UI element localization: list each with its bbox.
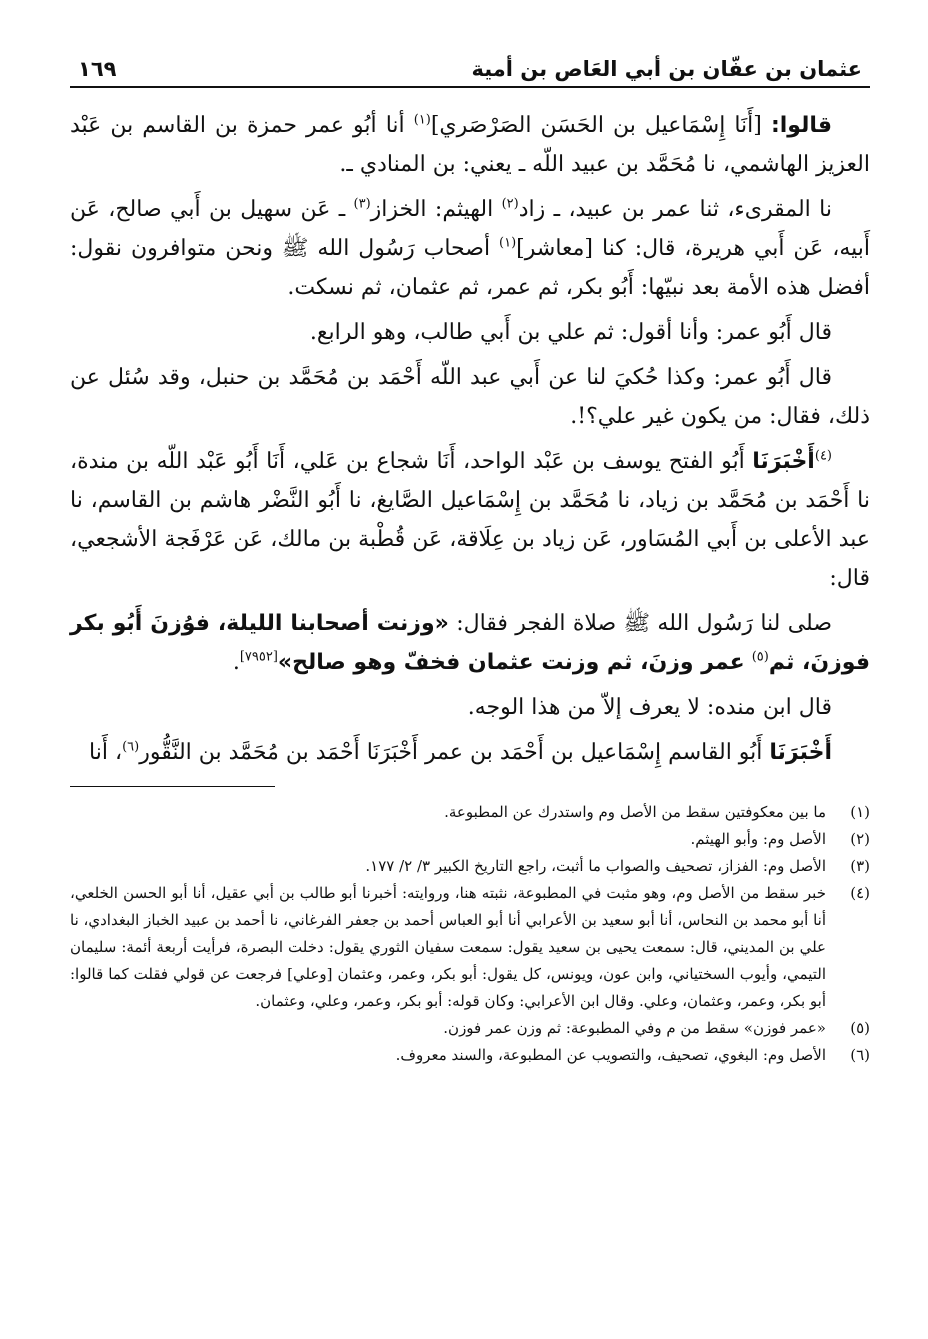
paragraph: قال ابن منده: لا يعرف إلاّ من هذا الوجه. (467, 695, 832, 720)
footnote-ref: (٦) (122, 739, 140, 755)
footnote: (٤) خبر سقط من الأصل وم، وهو مثبت في المطبوعة، نثبته هنا، وروايته: أخبرنا أبو طالب بن أبي عقيل، أنا أبو الحسن الخلعي، أنا أبو محمد بن النحاس، أنا أبو سعيد بن الأعرابي أنا أبو العباس أحمد بن جعفر الفرغاني، نا أحمد بن عبيد الخباز البغدادي، نا علي بن المديني، قال: سمعت يحيى بن سعيد يقول: سمعت سفيان الثوري يقول: دخلت البصرة، فرأيت أربعة أئمة: سليمان التيمي، وأيوب السختياني، وابن عون، ويونس، كل يقول: أبو بكر، وعمر، وعثمان [وعلي] فرجعت عن قولي فقلت كما قالوا: أبو بكر، وعمر، وعثمان، وعلي. وقال ابن الأعرابي: وكان قوله: أبو بكر، وعمر، وعلي، وعثمان. (70, 884, 870, 1010)
hadith-quote: «وزنت أصحابنا الليلة، فوُزنَ أَبُو بكر فوزنَ، ثم (70, 611, 870, 675)
footnote-ref: (١) (413, 112, 431, 128)
footnote: (٦) الأصل وم: البغوي، تصحيف، والتصويب عن المطبوعة، والسند معروف. (395, 1046, 870, 1064)
footnote-ref: (١) (499, 235, 517, 251)
paragraph: قالوا: [أَنَا إِسْمَاعيل بن الحَسَن الصَرْصَري]$^{(١)}$ أنا أبُو عمر حمزة بن القاسم بن عَبْد العزيز الهاشمي، نا مُحَمَّد بن عبيد اللّه ـ يعني: بن المنادي ـ. (70, 112, 870, 177)
lead-word: أَخْبَرَنَا (752, 449, 815, 474)
lead-word: قالوا: (770, 113, 832, 138)
hadith-quote: عمر وزنَ، ثم وزنت عثمان فخفّ وهو صالح» (277, 650, 745, 675)
footnotes (70, 799, 870, 1069)
hadith-number: [٧٩٥٢] (239, 649, 278, 665)
footnote-ref: (٣) (353, 196, 371, 212)
footnote: (٢) الأصل وم: وأبو الهيثم. (690, 830, 870, 848)
running-title: عثمان بن عفّان بن أبي العَاص بن أمية (471, 57, 862, 81)
footnote-divider (70, 786, 275, 787)
paragraph: أَخْبَرَنَا أَبُو القاسم إِسْمَاعيل بن أَحْمَد بن عمر أَخْبَرَنَا أَحْمَد بن مُحَمَّد بن النَّقُّور$^{(٦)}$، أَنا (89, 739, 832, 765)
book-page (70, 56, 870, 1069)
header-divider (70, 86, 870, 88)
footnote: (٥) «عمر فوزن» سقط من م وفي المطبوعة: ثم وزن عمر فوزن. (443, 1019, 870, 1037)
footnote: (٣) الأصل وم: الفزاز، تصحيف والصواب ما أثبت، راجع التاريخ الكبير ٣/ ٢/ ١٧٧. (365, 857, 870, 875)
lead-word: أَخْبَرَنَا (769, 740, 832, 765)
footnote-ref: (٤) (814, 448, 832, 464)
footnote-ref: (٥) (751, 649, 769, 665)
page-number: ١٦٩ (78, 57, 117, 81)
paragraph: قال أَبُو عمر: وأنا أقول: ثم علي بن أَبي طالب، وهو الرابع. (309, 320, 832, 345)
footnote-ref: (٢) (501, 196, 519, 212)
paragraph: $^{(٤)}$أَخْبَرَنَا أَبُو الفتح يوسف بن عَبْد الواحد، أَنَا شجاع بن عَلي، أَنَا أَبُو عَبْد اللّه بن مندة، نا أَحْمَد بن مُحَمَّد بن زياد، نا مُحَمَّد بن إِسْمَاعيل الصَّايغ، نا أَبُو النَّضْر هاشم بن القاسم، نا عبد الأعلى بن أَبي المُسَاور، عَن زياد بن عِلَاقة، عَن قُطْبة بن مالك، عَن عَرْفَجة الأشجعي، قال: (70, 448, 870, 591)
paragraph: صلى لنا رَسُول الله ﷺ صلاة الفجر فقال: «وزنت أصحابنا الليلة، فوُزنَ أَبُو بكر فوزنَ، ثم$^{(٥)}$ عمر وزنَ، ثم وزنت عثمان فخفّ وهو صالح»[٧٩٥٢]. (70, 611, 870, 675)
main-text (70, 106, 870, 772)
paragraph: قال أَبُو عمر: وكذا حُكيَ لنا عن أَبي عبد اللّه أَحْمَد بن مُحَمَّد بن حنبل، وقد سُئل عن ذلك، فقال: من يكون غير علي؟!. (70, 365, 870, 429)
footnote: (١) ما بين معكوفتين سقط من الأصل وم واستدرك عن المطبوعة. (444, 803, 870, 821)
paragraph: نا المقرىء، ثنا عمر بن عبيد، ـ زاد$^{(٢)}$ الهيثم: الخزاز$^{(٣)}$ ـ عَن سهيل بن أَبي صالح، عَن أَبيه، عَن أَبي هريرة، قال: كنا [معاشر]$^{(١)}$ أصحاب رَسُول الله ﷺ ونحن متوافرون نقول: أفضل هذه الأمة بعد نبيّها: أَبُو بكر، ثم عمر، ثم عثمان، ثم نسكت. (70, 196, 871, 300)
page-header (70, 56, 870, 86)
